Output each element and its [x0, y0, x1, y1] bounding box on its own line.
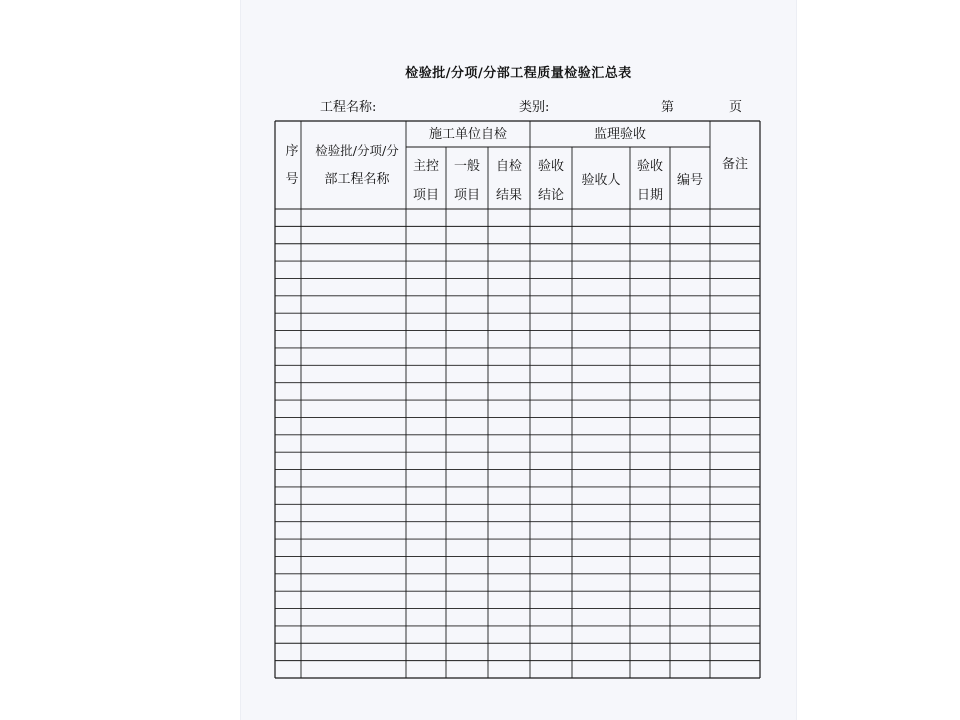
header-number: 编号 [676, 173, 703, 188]
header-general-items-line2: 项目 [453, 188, 480, 203]
form-sheet [241, 0, 796, 720]
header-supervisor-group: 监理验收 [593, 127, 646, 142]
header-conclusion-line1: 验收 [537, 159, 564, 174]
header-name-line1: 检验批/分项/分 [315, 143, 399, 158]
category-label: 类别: [519, 100, 550, 115]
form-title: 检验批/分项/分部工程质量检验汇总表 [405, 66, 632, 81]
header-remark: 备注 [721, 157, 748, 172]
header-conclusion-line2: 结论 [537, 188, 564, 203]
header-date-line2: 日期 [636, 188, 663, 203]
page-label-suffix: 页 [729, 100, 743, 115]
header-contractor-group: 施工单位自检 [428, 127, 507, 142]
header-date-line1: 验收 [636, 159, 663, 174]
header-main-items-line1: 主控 [412, 159, 439, 174]
header-main-items-line2: 项目 [412, 188, 439, 203]
header-name-line2: 部工程名称 [324, 172, 390, 187]
header-seq-line2: 号 [285, 172, 299, 187]
summary-table-grid [241, 0, 796, 720]
project-name-label: 工程名称: [320, 100, 377, 115]
header-acceptor: 验收人 [581, 173, 621, 188]
header-seq-line1: 序 [285, 144, 299, 159]
header-self-result-line1: 自检 [495, 159, 522, 174]
page-label-prefix: 第 [661, 100, 675, 115]
header-self-result-line2: 结果 [495, 188, 522, 203]
header-general-items-line1: 一般 [453, 159, 480, 174]
